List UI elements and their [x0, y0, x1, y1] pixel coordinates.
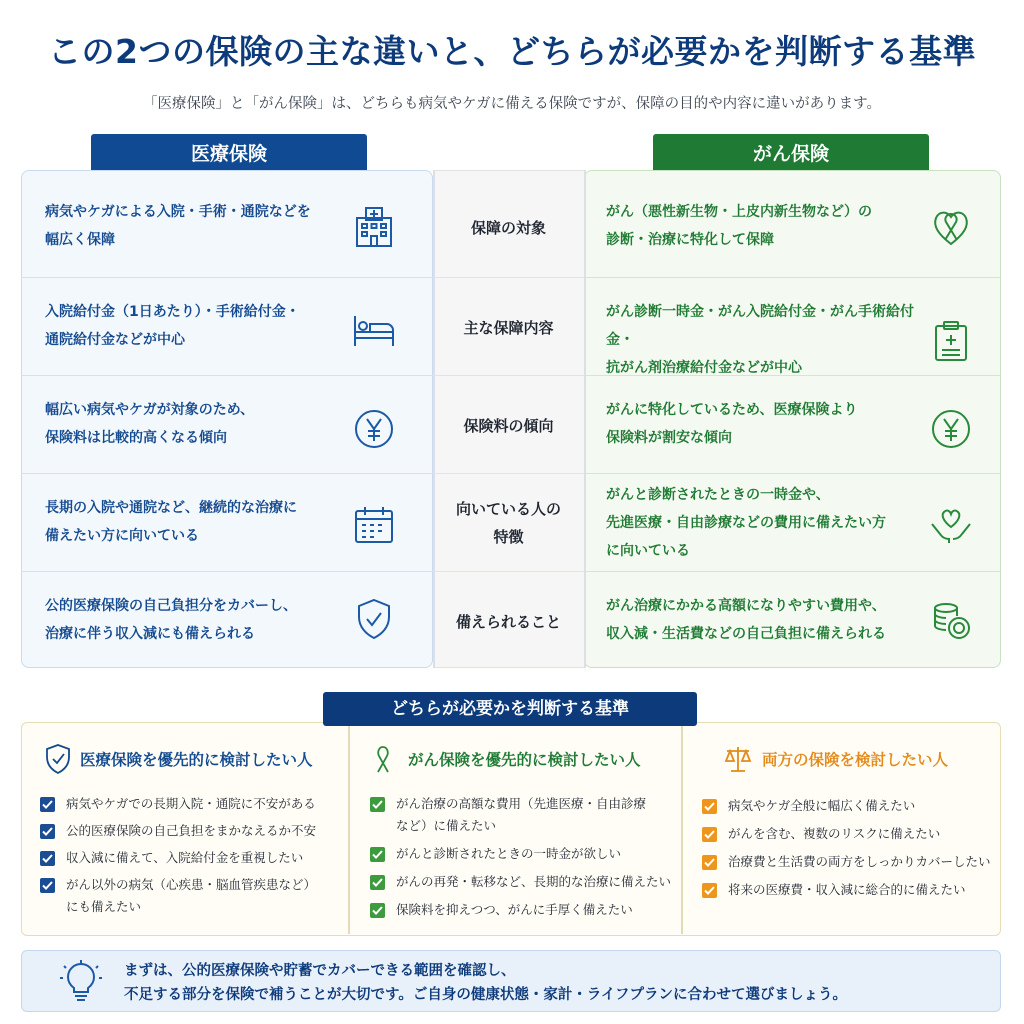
- criteria-item: がん以外の病気（心疾患・脳血管疾患など） にも備えたい: [66, 877, 317, 914]
- criteria-panel: [21, 722, 1001, 936]
- hospital-icon: [351, 204, 397, 250]
- medical-cell: 公的医療保険の自己負担分をカバーし、 治療に伴う収入減にも備えられる: [45, 598, 297, 642]
- table-row: [21, 474, 1001, 572]
- row-label: 保障の対象: [470, 219, 546, 237]
- criteria-item: がんの再発・転移など、長期的な治療に備えたい: [396, 874, 672, 889]
- heart-hands-icon: [928, 502, 974, 548]
- criteria-item: 将来の医療費・収入減に総合的に備えたい: [728, 882, 966, 897]
- footer-text: まずは、公的医療保険や貯蓄でカバーできる範囲を確認し、 不足する部分を保険で補うことが大切です。ご自身の健康状態・家計・ライフプランに合わせて選びましょう。: [124, 963, 847, 1003]
- calendar-icon: [351, 502, 397, 548]
- cancer-cell: がん（悪性新生物・上皮内新生物など）の 診断・治療に特化して保障: [606, 204, 872, 248]
- checkbox-icon: [702, 855, 717, 870]
- criteria-heading: どちらが必要かを判断する基準: [323, 692, 697, 726]
- criteria-group-title-both: 両方の保険を検討したい人: [762, 751, 949, 769]
- checkbox-icon: [370, 797, 385, 812]
- cancer-cell: がん治療にかかる高額になりやすい費用や、 収入減・生活費などの自己負担に備えられる: [606, 598, 886, 642]
- criteria-divider: [681, 723, 683, 934]
- criteria-item: 収入減に備えて、入院給付金を重視したい: [66, 850, 304, 865]
- medical-cell: 病気やケガによる入院・手術・通院などを 幅広く保障: [45, 204, 311, 248]
- criteria-item: がんと診断されたときの一時金が欲しい: [396, 846, 622, 861]
- criteria-group-title-medical: 医療保険を優先的に検討したい人: [80, 751, 313, 769]
- yen-icon: [351, 406, 397, 452]
- comparison-table: [21, 170, 1001, 668]
- medical-cell: 入院給付金（1日あたり）・手術給付金・ 通院給付金などが中心: [45, 304, 300, 348]
- table-row: [21, 170, 1001, 278]
- medical-document-icon: [928, 318, 974, 364]
- lightbulb-icon: [58, 958, 104, 1004]
- checkbox-icon: [40, 824, 55, 839]
- criteria-divider: [348, 723, 350, 934]
- page-title: この2つの保険の主な違いと、どちらが必要かを判断する基準: [48, 32, 976, 71]
- table-row: [21, 376, 1001, 474]
- checkbox-icon: [370, 903, 385, 918]
- cancer-cell: がんに特化しているため、医療保険より 保険料が割安な傾向: [606, 402, 858, 446]
- checkbox-icon: [40, 878, 55, 893]
- cancer-cell: がん診断一時金・がん入院給付金・がん手術給付金・ 抗がん剤治療給付金などが中心: [606, 304, 914, 376]
- criteria-item: がんを含む、複数のリスクに備えたい: [728, 826, 941, 841]
- yen-icon: [928, 406, 974, 452]
- criteria-item: 公的医療保険の自己負担をまかなえるか不安: [66, 823, 317, 838]
- row-label: 向いている人の 特徴: [455, 500, 561, 546]
- balance-scale-icon: [722, 743, 754, 775]
- hospital-bed-icon: [351, 308, 397, 354]
- criteria-item: 病気やケガ全般に幅広く備えたい: [728, 798, 916, 813]
- checkbox-icon: [40, 851, 55, 866]
- checkbox-icon: [702, 883, 717, 898]
- criteria-item: がん治療の高額な費用（先進医療・自由診療 など）に備えたい: [396, 796, 647, 833]
- page-subtitle: 「医療保険」と「がん保険」は、どちらも病気やケガに備える保険ですが、保障の目的や内容に違いがあります。: [142, 96, 882, 112]
- cancer-cell: がんと診断されたときの一時金や、 先進医療・自由診療などの費用に備えたい方 に向いている: [606, 487, 886, 559]
- row-label: 備えられること: [455, 613, 561, 631]
- criteria-group-title-cancer: がん保険を優先的に検討したい人: [408, 751, 641, 769]
- shield-check-icon: [42, 743, 74, 775]
- medical-insurance-header: 医療保険: [91, 134, 367, 174]
- checkbox-icon: [702, 827, 717, 842]
- row-label: 主な保障内容: [463, 319, 554, 337]
- checkbox-icon: [702, 799, 717, 814]
- medical-cell: 幅広い病気やケガが対象のため、 保険料は比較的高くなる傾向: [45, 402, 255, 446]
- ribbon-icon: [368, 743, 400, 775]
- coins-icon: [928, 596, 974, 642]
- checkbox-icon: [370, 847, 385, 862]
- table-row: [21, 572, 1001, 668]
- checkbox-icon: [40, 797, 55, 812]
- advice-footer: [21, 950, 1001, 1012]
- criteria-item: 病気やケガでの長期入院・通院に不安がある: [66, 796, 316, 811]
- criteria-item: 保険料を抑えつつ、がんに手厚く備えたい: [396, 902, 633, 917]
- criteria-item: 治療費と生活費の両方をしっかりカバーしたい: [728, 854, 991, 869]
- cancer-insurance-header: がん保険: [653, 134, 929, 174]
- row-label: 保険料の傾向: [463, 417, 554, 435]
- ribbon-heart-icon: [928, 204, 974, 250]
- shield-check-icon: [351, 596, 397, 642]
- table-row: [21, 278, 1001, 376]
- medical-cell: 長期の入院や通院など、継続的な治療に 備えたい方に向いている: [45, 500, 297, 544]
- checkbox-icon: [370, 875, 385, 890]
